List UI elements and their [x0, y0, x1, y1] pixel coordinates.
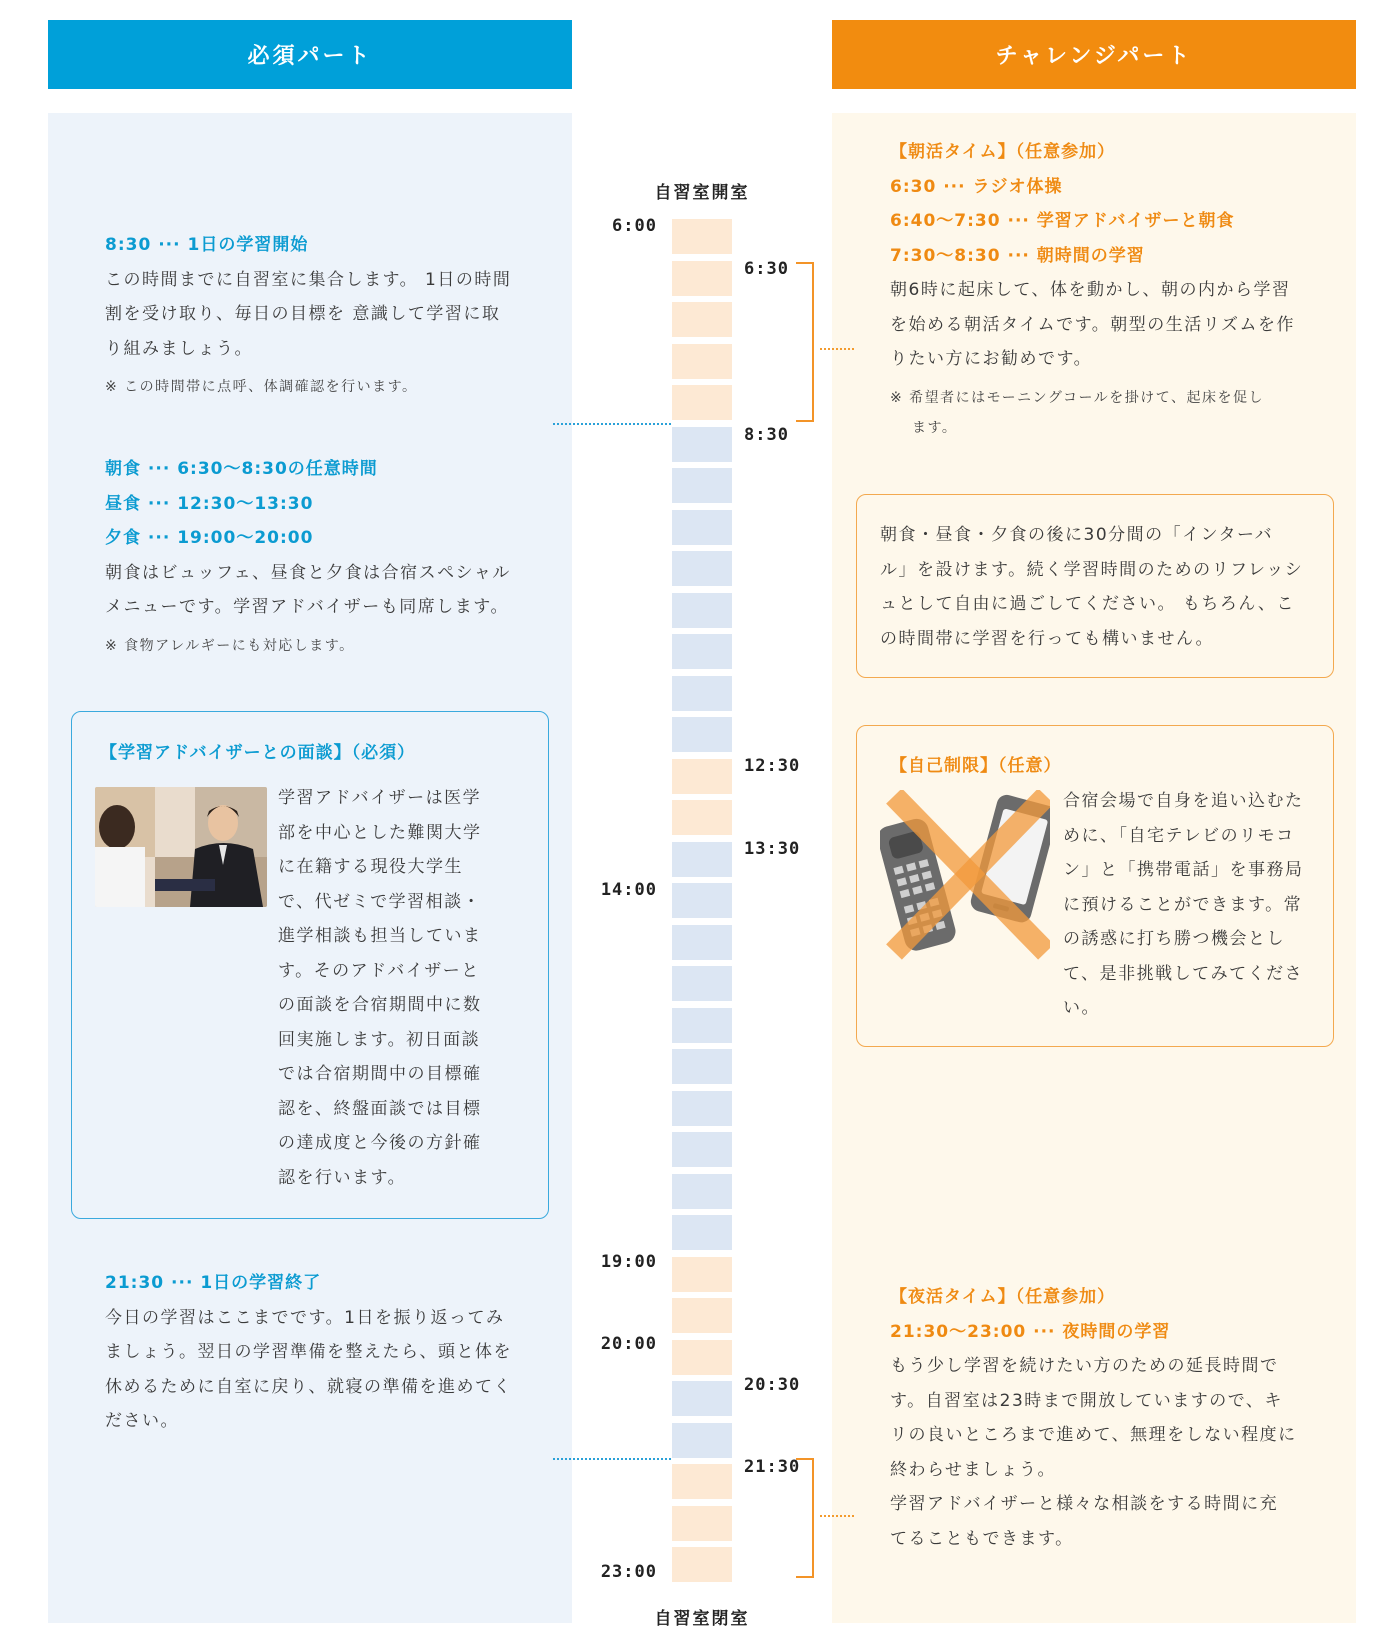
timeline-slot: [672, 344, 732, 379]
timeline-slot: [672, 842, 732, 877]
timeline-slot: [672, 883, 732, 918]
night-line: す。自習室は23時まで開放していますので、キ: [890, 1390, 1283, 1411]
restriction-heading: 【自己制限】（任意）: [890, 756, 1062, 776]
meals-line: メニューです。学習アドバイザーも同席します。: [105, 597, 509, 617]
morning-note: ます。: [912, 419, 958, 436]
connector-dots: [553, 423, 671, 425]
meals-line: 朝食はビュッフェ、昼食と夕食は合宿スペシャル: [105, 562, 511, 583]
advisor-line: 認を、終盤面談では目標: [278, 1098, 482, 1119]
connector-dots: [820, 1515, 854, 1517]
advisor-line: で、代ゼミで学習相談・: [278, 891, 482, 912]
challenge-part-header: チャレンジパート: [832, 20, 1356, 89]
timeline-slot: [672, 1008, 732, 1043]
restriction-line: 合宿会場で自身を追い込むた: [1063, 791, 1304, 811]
advisor-line: では合宿期間中の目標確: [278, 1064, 482, 1084]
study-end-line: 休めるために自室に戻り、就寝の準備を進めてく: [105, 1376, 512, 1397]
timeline-slot: [672, 427, 732, 462]
connector-dots: [820, 348, 854, 350]
night-heading: 【夜活タイム】（任意参加）: [890, 1287, 1116, 1307]
night-item: 21:30〜23:00 ··· 夜時間の学習: [890, 1321, 1171, 1342]
restriction-text: [1063, 784, 1304, 1026]
night-line: リの良いところまで進めて、無理をしない程度に: [890, 1425, 1297, 1445]
time-label: 6:30: [744, 259, 789, 279]
morning-line: を始める朝活タイムです。朝型の生活リズムを作: [890, 314, 1295, 335]
interval-line: ュとして自由に過ごしてください。 もちろん、こ: [880, 594, 1295, 614]
time-label: 12:30: [744, 756, 801, 776]
night-line: もう少し学習を続けたい方のための延長時間で: [890, 1356, 1279, 1376]
timeline-slot: [672, 1506, 732, 1541]
timeline-slot: [672, 717, 732, 752]
night-block: [890, 1280, 1297, 1556]
timeline-slot: [672, 925, 732, 960]
timeline-slot: [672, 1174, 732, 1209]
restriction-line: ン」と「携帯電話」を事務局: [1063, 860, 1304, 880]
timeline-slot: [672, 676, 732, 711]
time-label: 14:00: [600, 880, 657, 900]
timeline-slot: [672, 385, 732, 420]
timeline-slot: [672, 219, 732, 254]
room-close-label: 自習室閉室: [654, 1609, 750, 1629]
room-open-label: 自習室開室: [654, 183, 750, 203]
morning-line: りたい方にお勧めです。: [890, 349, 1093, 369]
timeline-slot: [672, 510, 732, 545]
bracket: [796, 1458, 814, 1578]
study-end-line: ましょう。翌日の学習準備を整えたら、頭と体を: [105, 1342, 512, 1362]
bracket: [796, 262, 814, 422]
advisor-text: [278, 781, 482, 1195]
timeline-slot: [672, 1423, 732, 1458]
advisor-meeting-photo: [95, 787, 267, 907]
time-label: 13:30: [744, 839, 801, 859]
advisor-line: 回実施します。初日面談: [278, 1029, 481, 1050]
time-label: 19:00: [600, 1252, 657, 1272]
time-label: 8:30: [744, 425, 789, 445]
time-label: 23:00: [600, 1562, 657, 1582]
morning-note: ※ 希望者にはモーニングコールを掛けて、起床を促し: [890, 389, 1264, 406]
advisor-heading: 【学習アドバイザーとの面談】（必須）: [100, 743, 416, 763]
connector-dots: [553, 1458, 671, 1460]
morning-heading: 【朝活タイム】（任意参加）: [890, 142, 1116, 162]
timeline-slot: [672, 1464, 732, 1499]
timeline-slot: [672, 1298, 732, 1333]
timeline-slot: [672, 634, 732, 669]
timeline-slot: [672, 302, 732, 337]
restriction-line: めに、「自宅テレビのリモコ: [1063, 825, 1295, 846]
timeline-slot: [672, 759, 732, 794]
advisor-line: 部を中心とした難関大学: [278, 822, 482, 843]
advisor-line: の面談を合宿期間中に数: [278, 995, 482, 1015]
advisor-line: 進学相談も担当していま: [278, 926, 482, 946]
study-start-heading: 8:30 ··· 1日の学習開始: [105, 235, 309, 255]
timeline-slot: [672, 966, 732, 1001]
study-start-block: [105, 228, 511, 402]
morning-item: 6:40〜7:30 ··· 学習アドバイザーと朝食: [890, 211, 1235, 231]
restriction-heading-wrap: [890, 749, 1062, 784]
breakfast-heading: 朝食 ··· 6:30〜8:30の任意時間: [105, 459, 378, 479]
restriction-line: い。: [1063, 998, 1100, 1018]
timeline-slot: [672, 1257, 732, 1292]
remote-phone-crossed-icon: [880, 790, 1050, 960]
advisor-line: 学習アドバイザーは医学: [278, 788, 482, 808]
interval-line: ル」を設けます。続く学習時間のためのリフレッシ: [880, 559, 1304, 580]
timeline-slot: [672, 1215, 732, 1250]
study-start-note: ※ この時間帯に点呼、体調確認を行います。: [105, 379, 418, 395]
restriction-line: て、是非挑戦してみてくださ: [1063, 963, 1304, 984]
morning-line: 朝6時に起床して、体を動かし、朝の内から学習: [890, 280, 1291, 300]
advisor-line: す。そのアドバイザーと: [278, 960, 480, 981]
study-end-line: ださい。: [105, 1411, 179, 1431]
study-end-block: [105, 1266, 512, 1439]
timeline-slot: [672, 468, 732, 503]
interval-text: [880, 518, 1303, 656]
timeline-slot: [672, 593, 732, 628]
time-label: 21:30: [744, 1457, 801, 1477]
night-line: 終わらせましょう。: [890, 1459, 1056, 1480]
lunch-heading: 昼食 ··· 12:30〜13:30: [105, 493, 314, 514]
night-line: 学習アドバイザーと様々な相談をする時間に充: [890, 1494, 1279, 1514]
advisor-line: に在籍する現役大学生: [278, 857, 463, 877]
timeline-slot: [672, 1132, 732, 1167]
timeline-slot: [672, 261, 732, 296]
time-label: 6:00: [612, 216, 657, 236]
study-start-line: 割を受け取り、毎日の目標を 意識して学習に取: [105, 304, 501, 324]
timeline-slot: [672, 1381, 732, 1416]
time-label: 20:00: [600, 1334, 657, 1354]
restriction-line: に預けることができます。常: [1063, 894, 1303, 915]
meals-block: [105, 452, 511, 661]
morning-item: 6:30 ··· ラジオ体操: [890, 176, 1063, 197]
required-part-header: 必須パート: [48, 20, 572, 89]
dinner-heading: 夕食 ··· 19:00〜20:00: [105, 528, 314, 548]
study-end-heading: 21:30 ··· 1日の学習終了: [105, 1273, 322, 1293]
timeline-slot: [672, 1091, 732, 1126]
advisor-line: の達成度と今後の方針確: [278, 1133, 482, 1153]
restriction-line: の誘惑に打ち勝つ機会とし: [1063, 929, 1285, 949]
interval-line: 朝食・昼食・夕食の後に30分間の「インターバ: [880, 525, 1274, 545]
timeline-slot: [672, 551, 732, 586]
morning-block: [890, 135, 1295, 443]
study-start-line: この時間までに自習室に集合します。 1日の時間: [105, 269, 512, 290]
timeline-slot: [672, 800, 732, 835]
interval-line: の時間帯に学習を行っても構いません。: [880, 628, 1215, 649]
timeline-slot: [672, 1547, 732, 1582]
meals-note: ※ 食物アレルギーにも対応します。: [105, 637, 355, 654]
timeline-slot: [672, 1049, 732, 1084]
night-line: てることもできます。: [890, 1528, 1074, 1549]
study-start-line: り組みましょう。: [105, 338, 253, 359]
advisor-line: 認を行います。: [278, 1167, 407, 1188]
morning-item: 7:30〜8:30 ··· 朝時間の学習: [890, 245, 1145, 266]
time-label: 20:30: [744, 1375, 801, 1395]
study-end-line: 今日の学習はここまでです。1日を振り返ってみ: [105, 1307, 505, 1328]
advisor-heading-wrap: [100, 736, 415, 771]
timeline-slot: [672, 1340, 732, 1375]
